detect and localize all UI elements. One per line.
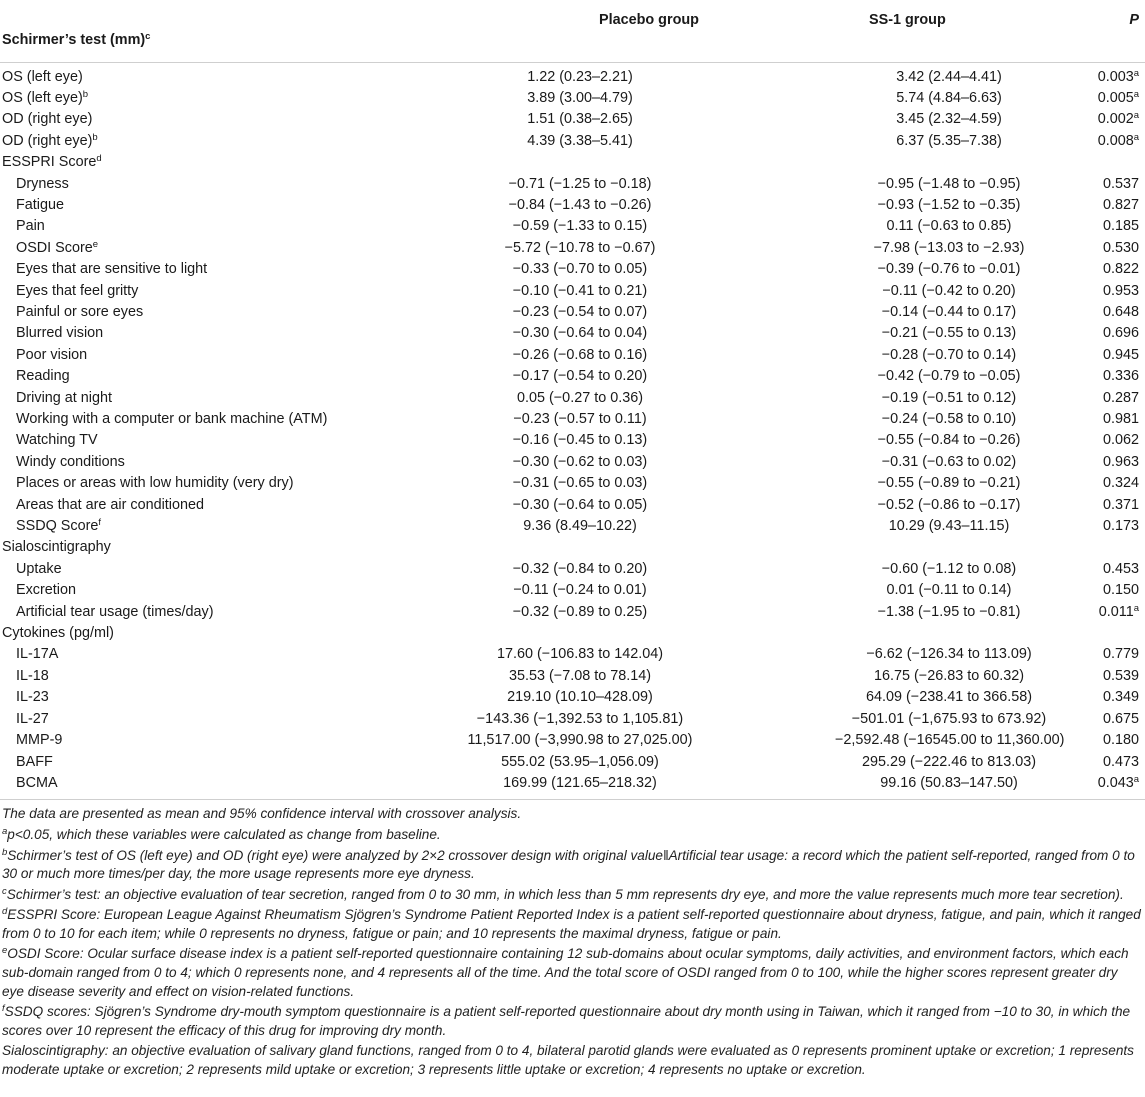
header-p: P: [1129, 12, 1139, 28]
ss1-value: −0.55 (−0.89 to −0.21): [877, 475, 1021, 492]
table-row: [0, 516, 1145, 537]
row-label: [0, 516, 395, 537]
table-row: [0, 752, 1145, 773]
placebo-value: −0.30 (−0.64 to 0.04): [512, 325, 648, 342]
table-row: [0, 109, 1145, 130]
ss1-value: −0.39 (−0.76 to −0.01): [877, 261, 1021, 278]
p-value: [1063, 195, 1145, 216]
table-row: [0, 131, 1145, 152]
table-row: [0, 773, 1145, 794]
ss1-value: −0.93 (−1.52 to −0.35): [877, 196, 1021, 213]
table-row: [0, 473, 1145, 494]
footnote-text: Schirmer’s test: an objective evaluation of tear secretion, ranged from 0 to 30 mm, in which less than 5 mm represents dry eye, and more the value represents much more tear secretion).: [6, 886, 1124, 902]
p-value-text: 0.324: [1102, 475, 1139, 492]
row-label-sup: f: [98, 517, 102, 529]
placebo-value: −0.84 (−1.43 to −0.26): [508, 196, 652, 213]
p-value-text: 0.002: [1097, 111, 1134, 128]
p-value: [1063, 709, 1145, 730]
row-label-text: Places or areas with low humidity (very dry): [16, 475, 294, 492]
row-label-text: IL-27: [16, 710, 49, 727]
placebo-value: 11,517.00 (−3,990.98 to 27,025.00): [467, 732, 693, 749]
ss1-value: 0.01 (−0.11 to 0.14): [886, 582, 1012, 599]
header-measure-label: Schirmer’s test (mm): [2, 31, 146, 48]
table-row: [0, 195, 1145, 216]
p-value: [1063, 666, 1145, 687]
row-label-text: Painful or sore eyes: [16, 303, 144, 320]
row-label-sup: b: [82, 88, 89, 100]
p-value-text: 0.453: [1102, 560, 1139, 577]
placebo-value: 17.60 (−106.83 to 142.04): [496, 646, 664, 663]
table-row: [0, 152, 1145, 173]
p-value: [1063, 559, 1145, 580]
footnote-marker: c: [2, 885, 7, 897]
p-value-text: 0.473: [1102, 753, 1139, 770]
ss1-value: [835, 623, 1063, 644]
row-label: [0, 88, 395, 109]
table-row: [0, 323, 1145, 344]
placebo-value: −0.26 (−0.68 to 0.16): [512, 346, 648, 363]
row-label-text: IL-23: [16, 689, 49, 706]
ss1-value: [835, 537, 1063, 558]
table-row: [0, 559, 1145, 580]
row-label-sup: d: [96, 153, 102, 165]
p-value-text: 0.185: [1102, 218, 1139, 235]
placebo-value: −0.17 (−0.54 to 0.20): [512, 368, 648, 385]
ss1-value: 99.16 (50.83–147.50): [880, 774, 1018, 791]
table-body: [0, 62, 1145, 794]
row-label: [0, 259, 395, 280]
p-value: [1063, 409, 1145, 430]
table-row: [0, 88, 1145, 109]
ss1-value: 64.09 (−238.41 to 366.58): [865, 689, 1033, 706]
placebo-value: 219.10 (10.10–428.09): [507, 689, 653, 706]
placebo-value: 0.05 (−0.27 to 0.36): [516, 389, 643, 406]
row-label: [0, 388, 395, 409]
row-label-text: MMP-9: [16, 732, 63, 749]
p-value: [1063, 644, 1145, 665]
ss1-value: 16.75 (−26.83 to 60.32): [873, 667, 1025, 684]
placebo-value: −5.72 (−10.78 to −0.67): [504, 239, 656, 256]
p-value: [1063, 216, 1145, 237]
ss1-value: −2,592.48 (−16545.00 to 11,360.00): [835, 732, 1065, 749]
placebo-value: −0.30 (−0.62 to 0.03): [512, 453, 648, 470]
footnote-marker: e: [2, 945, 8, 957]
footnote: [2, 945, 1143, 1001]
p-value-text: 0.287: [1102, 389, 1139, 406]
row-label: [0, 323, 395, 344]
p-value-sup: a: [1133, 88, 1139, 100]
ss1-value: −0.95 (−1.48 to −0.95): [877, 175, 1021, 192]
p-value: [1063, 281, 1145, 302]
p-value-text: 0.008: [1097, 132, 1134, 149]
footnote-text: p<0.05, which these variables were calculated as change from baseline.: [7, 826, 441, 842]
p-value-text: 0.173: [1102, 518, 1139, 535]
table-row: [0, 709, 1145, 730]
table-row: [0, 281, 1145, 302]
table-row: [0, 259, 1145, 280]
row-label: [0, 644, 395, 665]
table-row: [0, 216, 1145, 237]
footnote: [2, 906, 1143, 943]
table-row: [0, 174, 1145, 195]
header-measure-sup: c: [145, 30, 151, 42]
ss1-value: 3.45 (2.32–4.59): [896, 111, 1002, 128]
table-row: [0, 537, 1145, 558]
row-label-text: Eyes that feel gritty: [16, 282, 139, 299]
placebo-value: 1.51 (0.38–2.65): [527, 111, 633, 128]
p-value-text: 0.537: [1102, 175, 1139, 192]
table-header: [0, 0, 1145, 62]
placebo-value: −0.71 (−1.25 to −0.18): [508, 175, 652, 192]
table-row: [0, 495, 1145, 516]
row-label: [0, 709, 395, 730]
row-label: [0, 62, 395, 88]
table-row: [0, 687, 1145, 708]
placebo-value: −0.10 (−0.41 to 0.21): [512, 282, 648, 299]
p-value-text: 0.822: [1102, 261, 1139, 278]
placebo-value: −0.23 (−0.54 to 0.07): [512, 303, 648, 320]
p-value-sup: a: [1133, 131, 1139, 143]
p-value-text: 0.371: [1102, 496, 1139, 513]
p-value: [1063, 773, 1145, 794]
placebo-value: −0.30 (−0.64 to 0.05): [512, 496, 648, 513]
row-label: [0, 773, 395, 794]
footnote-text: Schirmer’s test of OS (left eye) and OD (right eye) were analyzed by 2×2 crossover design with original value‖Artificial tear usage: a record which the patient self-reported, ranged from 0 to 30 or much more times/per day, the more usage represents more eye dryness.: [2, 847, 1135, 882]
p-value: [1063, 388, 1145, 409]
p-value-text: 0.043: [1097, 774, 1134, 791]
p-value: [1063, 623, 1145, 644]
row-label: [0, 623, 395, 644]
placebo-value: −0.11 (−0.24 to 0.01): [513, 582, 647, 599]
p-value: [1063, 259, 1145, 280]
placebo-value: −0.16 (−0.45 to 0.13): [512, 432, 648, 449]
placebo-value: −143.36 (−1,392.53 to 1,105.81): [476, 710, 684, 727]
row-label-text: Watching TV: [16, 432, 98, 449]
row-label-text: SSDQ Score: [16, 518, 99, 535]
row-label-text: Dryness: [16, 175, 69, 192]
p-value: [1063, 345, 1145, 366]
row-label: [0, 174, 395, 195]
row-label: [0, 152, 395, 173]
p-value: [1063, 62, 1145, 88]
p-value: [1063, 730, 1145, 751]
table-row: [0, 409, 1145, 430]
p-value: [1063, 366, 1145, 387]
p-value-text: 0.005: [1097, 89, 1134, 106]
p-value-text: 0.779: [1102, 646, 1139, 663]
row-label-text: Reading: [16, 368, 70, 385]
p-value: [1063, 131, 1145, 152]
p-value-text: 0.945: [1102, 346, 1139, 363]
row-label-text: OD (right eye): [2, 132, 93, 149]
row-label: [0, 752, 395, 773]
ss1-value: 3.42 (2.44–4.41): [896, 68, 1002, 85]
row-label-sup: b: [92, 131, 98, 143]
footnote: [2, 1003, 1143, 1040]
row-label: [0, 366, 395, 387]
row-label-text: BAFF: [16, 753, 53, 770]
p-value: [1063, 323, 1145, 344]
ss1-value: [835, 152, 1063, 173]
row-label: [0, 281, 395, 302]
table-row: [0, 452, 1145, 473]
footnote-text: ESSPRI Score: European League Against Rheumatism Sjögren’s Syndrome Patient Reported Index is a patient self-reported questionnaire about dryness, fatigue, and pain, which it ranged from 0 to 10 for each item; while 0 represents no dryness, fatigue or pain; and 10 represents the maximal dryness, fatigue or pain.: [2, 907, 1141, 941]
row-label-text: IL-17A: [16, 646, 59, 663]
row-label: [0, 238, 395, 259]
p-value-sup: a: [1133, 67, 1139, 79]
p-value: [1063, 580, 1145, 601]
row-label-text: BCMA: [16, 774, 58, 791]
placebo-value: 555.02 (53.95–1,056.09): [501, 753, 659, 770]
ss1-value: −501.01 (−1,675.93 to 673.92): [851, 710, 1047, 727]
table-row: [0, 580, 1145, 601]
p-value: [1063, 516, 1145, 537]
placebo-value: 35.53 (−7.08 to 78.14): [508, 667, 652, 684]
row-label: [0, 666, 395, 687]
table-row: [0, 430, 1145, 451]
row-label-text: Cytokines (pg/ml): [2, 625, 114, 642]
footnote-marker: a: [2, 825, 8, 837]
ss1-value: −6.62 (−126.34 to 113.09): [866, 646, 1032, 663]
ss1-value: −0.14 (−0.44 to 0.17): [881, 303, 1017, 320]
p-value-text: 0.062: [1102, 432, 1139, 449]
ss1-value: −0.52 (−0.86 to −0.17): [877, 496, 1021, 513]
p-value-text: 0.180: [1102, 732, 1139, 749]
placebo-value: [395, 152, 835, 173]
ss1-value: 5.74 (4.84–6.63): [896, 89, 1002, 106]
p-value: [1063, 302, 1145, 323]
p-value-sup: a: [1133, 110, 1139, 122]
footnote-text: Sialoscintigraphy: an objective evaluation of salivary gland functions, ranged from 0 to 4, bilateral parotid glands were evaluated as 0 represents prominent uptake or excretion; 1 represents moderate uptake or excretion; 2 represents mild uptake or excretion; 3 represents little uptake or excretion; 4 represents no uptake or excretion.: [2, 1043, 1134, 1078]
row-label-text: Artificial tear usage (times/day): [16, 603, 214, 620]
row-label-text: Fatigue: [16, 196, 64, 213]
row-label-text: Working with a computer or bank machine (ATM): [16, 411, 328, 427]
row-label-text: Eyes that are sensitive to light: [16, 261, 208, 278]
row-label-text: Poor vision: [16, 346, 88, 363]
header-measure: [0, 0, 395, 62]
table-row: [0, 730, 1145, 751]
footnote: [2, 847, 1143, 884]
p-value-text: 0.150: [1102, 582, 1139, 599]
p-value: [1063, 602, 1145, 623]
row-label-text: Uptake: [16, 560, 62, 577]
footnote: [2, 826, 1143, 845]
p-value-text: 0.827: [1102, 196, 1139, 213]
footnote-text: OSDI Score: Ocular surface disease index is a patient self-reported questionnaire containing 12 sub-domains about ocular symptoms, daily activities, and environment factors, which each sub-domain ranged from 0 to 4; which 0 represents none, and 4 represents all of the time. And the total score of OSDI ranged from 0 to 100, while the higher scores represent greater dry eye disease severity and effect on vision-related functions.: [2, 946, 1129, 999]
placebo-value: 1.22 (0.23–2.21): [527, 68, 633, 85]
p-value: [1063, 430, 1145, 451]
table-row: [0, 388, 1145, 409]
footnote: [2, 1042, 1143, 1079]
p-value: [1063, 174, 1145, 195]
ss1-value: −0.55 (−0.84 to −0.26): [877, 432, 1021, 449]
table-row: [0, 602, 1145, 623]
p-value-text: 0.530: [1102, 239, 1139, 256]
placebo-value: 9.36 (8.49–10.22): [523, 518, 637, 535]
row-label-text: OS (left eye): [2, 68, 83, 85]
header-ss1: SS-1 group: [869, 12, 946, 28]
row-label: [0, 430, 395, 451]
table-row: [0, 238, 1145, 259]
ss1-value: −0.60 (−1.12 to 0.08): [881, 560, 1017, 577]
p-value-sup: a: [1133, 602, 1139, 614]
table-row: [0, 302, 1145, 323]
p-value: [1063, 687, 1145, 708]
placebo-value: [395, 537, 835, 558]
header-placebo: Placebo group: [599, 12, 699, 28]
row-label: [0, 109, 395, 130]
p-value: [1063, 752, 1145, 773]
ss1-value: −0.28 (−0.70 to 0.14): [881, 346, 1017, 363]
footnote-marker: f: [2, 1003, 5, 1015]
row-label: [0, 602, 395, 623]
ss1-value: −0.24 (−0.58 to 0.10): [881, 411, 1017, 427]
placebo-value: −0.59 (−1.33 to 0.15): [512, 218, 648, 235]
row-label-text: IL-18: [16, 667, 49, 684]
row-label: [0, 345, 395, 366]
row-label: [0, 580, 395, 601]
placebo-value: 4.39 (3.38–5.41): [527, 132, 633, 149]
p-value: [1063, 452, 1145, 473]
ss1-value: 0.11 (−0.63 to 0.85): [886, 218, 1012, 235]
placebo-value: 3.89 (3.00–4.79): [527, 89, 633, 106]
p-value-text: 0.003: [1097, 68, 1134, 85]
p-value-text: 0.963: [1102, 453, 1139, 470]
table-row: [0, 623, 1145, 644]
row-label-text: Areas that are air conditioned: [16, 496, 204, 513]
p-value-text: 0.981: [1102, 411, 1139, 427]
row-label: [0, 131, 395, 152]
p-value: [1063, 473, 1145, 494]
ss1-value: −0.31 (−0.63 to 0.02): [881, 453, 1017, 470]
p-value-text: 0.696: [1102, 325, 1139, 342]
row-label-text: OD (right eye): [2, 111, 93, 128]
table-row: [0, 644, 1145, 665]
ss1-value: 6.37 (5.35–7.38): [896, 132, 1002, 149]
row-label: [0, 559, 395, 580]
placebo-value: −0.23 (−0.57 to 0.11): [513, 411, 647, 427]
p-value-text: 0.953: [1102, 282, 1139, 299]
table-row: [0, 345, 1145, 366]
p-value-sup: a: [1133, 773, 1139, 785]
row-label-text: Blurred vision: [16, 325, 104, 342]
row-label-text: ESSPRI Score: [2, 154, 97, 171]
row-label: [0, 495, 395, 516]
ss1-value: −0.42 (−0.79 to −0.05): [877, 368, 1021, 385]
row-label: [0, 302, 395, 323]
p-value-text: 0.648: [1102, 303, 1139, 320]
ss1-value: −0.11 (−0.42 to 0.20): [882, 282, 1016, 299]
row-label: [0, 195, 395, 216]
row-label-text: Sialoscintigraphy: [2, 539, 111, 556]
p-value-text: 0.011: [1098, 603, 1134, 620]
footnote: [2, 805, 1143, 824]
ss1-value: −0.19 (−0.51 to 0.12): [881, 389, 1017, 406]
placebo-value: −0.33 (−0.70 to 0.05): [512, 261, 648, 278]
table-row: [0, 666, 1145, 687]
row-label-text: Windy conditions: [16, 453, 125, 470]
row-label: [0, 687, 395, 708]
footnote: [2, 886, 1143, 905]
ss1-value: 295.29 (−222.46 to 813.03): [861, 753, 1037, 770]
ss1-value: −1.38 (−1.95 to −0.81): [877, 603, 1021, 620]
footnote-marker: b: [2, 846, 8, 858]
row-label: [0, 537, 395, 558]
ss1-value: −0.21 (−0.55 to 0.13): [881, 325, 1017, 342]
table-footnotes: [0, 799, 1145, 1079]
table-row: [0, 366, 1145, 387]
row-label-sup: e: [92, 238, 99, 250]
p-value: [1063, 238, 1145, 259]
placebo-value: [395, 623, 835, 644]
row-label-text: Pain: [16, 218, 45, 235]
footnote-text: The data are presented as mean and 95% confidence interval with crossover analysis.: [2, 806, 522, 822]
footnote-text: SSDQ scores: Sjögren’s Syndrome dry-mouth symptom questionnaire is a patient self-reported questionnaire about dry month using in Taiwan, which it ranged from −10 to 30, in which the scores over 10 represent the efficacy of this drug for improving dry month.: [2, 1004, 1131, 1038]
row-label: [0, 216, 395, 237]
placebo-value: −0.31 (−0.65 to 0.03): [512, 475, 648, 492]
row-label-text: Driving at night: [16, 389, 112, 406]
p-value-text: 0.336: [1102, 368, 1139, 385]
footnote-marker: d: [2, 906, 8, 918]
row-label: [0, 452, 395, 473]
p-value: [1063, 537, 1145, 558]
row-label-text: OSDI Score: [16, 239, 93, 256]
p-value: [1063, 495, 1145, 516]
placebo-value: 169.99 (121.65–218.32): [503, 774, 657, 791]
row-label-text: Excretion: [16, 582, 76, 599]
row-label: [0, 730, 395, 751]
row-label-text: OS (left eye): [2, 89, 83, 106]
ss1-value: −7.98 (−13.03 to −2.93): [873, 239, 1025, 256]
placebo-value: −0.32 (−0.84 to 0.20): [512, 560, 648, 577]
ss1-value: 10.29 (9.43–11.15): [888, 518, 1010, 535]
p-value-text: 0.349: [1102, 689, 1139, 706]
table-row: [0, 62, 1145, 88]
row-label: [0, 409, 395, 430]
p-value: [1063, 109, 1145, 130]
p-value: [1063, 88, 1145, 109]
p-value-text: 0.539: [1102, 667, 1139, 684]
row-label: [0, 473, 395, 494]
placebo-value: −0.32 (−0.89 to 0.25): [512, 603, 648, 620]
p-value-text: 0.675: [1102, 710, 1139, 727]
p-value: [1063, 152, 1145, 173]
